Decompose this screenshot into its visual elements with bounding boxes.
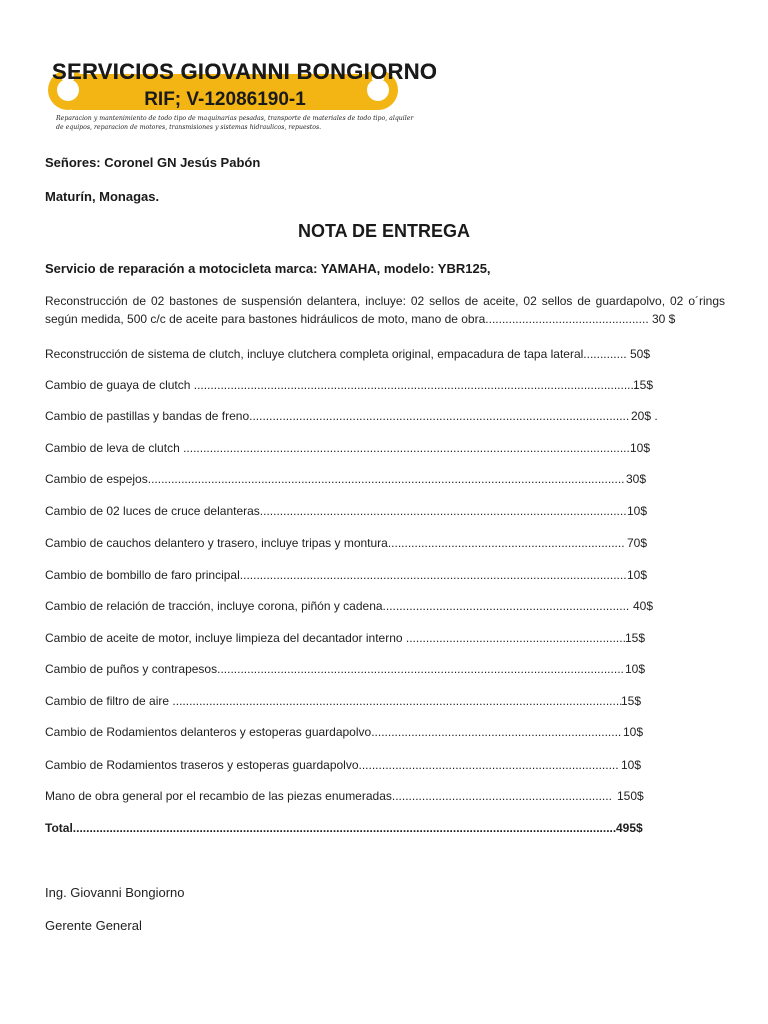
item-description: Mano de obra general por el recambio de las piezas enumeradas [45, 789, 392, 803]
item-description: Cambio de filtro de aire [45, 694, 173, 708]
list-item [45, 692, 725, 710]
item-leader: ................................................. [485, 312, 649, 326]
list-item [45, 534, 725, 552]
service-subtitle: Servicio de reparación a motocicleta marca: YAMAHA, modelo: YBR125, [45, 261, 491, 276]
item-description: Cambio de espejos [45, 472, 148, 486]
item-description: Cambio de Rodamientos traseros y estoperas guardapolvo [45, 758, 359, 772]
item-leader: .................................................................................................................. [249, 409, 630, 423]
item-leader: ....................................................................................................................................... [183, 441, 634, 455]
item-description: Reconstrucción de sistema de clutch, incluye clutchera completa original, empacadura de tapa lateral [45, 347, 584, 361]
item-leader: ....................................................................................................................................... [172, 694, 623, 708]
item-price: 20$ . [631, 409, 658, 423]
list-item [45, 660, 725, 678]
list-item [45, 407, 725, 425]
item-description: Cambio de leva de clutch [45, 441, 184, 455]
list-item [45, 566, 725, 584]
item-price: 150$ [617, 789, 644, 803]
list-item [45, 597, 725, 615]
list-item [45, 376, 725, 394]
total-label: Total [45, 821, 73, 835]
item-description: Cambio de cauchos delantero y trasero, incluye tripas y montura [45, 536, 388, 550]
item-price: 10$ [630, 441, 651, 455]
item-price: 10$ [625, 662, 646, 676]
item-description: Cambio de bombillo de faro principal [45, 568, 240, 582]
signatory-role: Gerente General [45, 918, 142, 933]
item-price: 10$ [627, 504, 648, 518]
item-price: 10$ [623, 725, 644, 739]
logo-company-name: SERVICIOS GIOVANNI BONGIORNO [52, 59, 438, 84]
item-price: 40$ [633, 599, 654, 613]
item-leader: .......................................................................... [382, 599, 630, 613]
item-price: 15$ [621, 694, 642, 708]
recipient-location: Maturín, Monagas. [45, 189, 160, 204]
item-leader: .............................................................................. [358, 758, 619, 772]
item-price: 30$ [626, 472, 647, 486]
item-leader: ............................................................................................................................................... [147, 472, 625, 486]
item-leader: ............. [583, 347, 627, 361]
item-description: Reconstrucción de 02 bastones de suspensión delantera, incluye: 02 sellos de aceite, 02 sellos de guardapolvo, 02 o´rings según medida, 500 c/c de aceite para bastones hidráulicos de moto, mano de obra [45, 294, 725, 326]
list-item [45, 292, 725, 328]
item-price: 30 $ [652, 312, 676, 326]
document-title: NOTA DE ENTREGA [297, 221, 470, 241]
logo-description-line: Reparacion y mantenimiento de todo tipo de maquinarias pesadas, transporte de materiales de todo tipo, alquiler [56, 115, 414, 122]
list-item [45, 439, 725, 457]
list-item [45, 470, 725, 488]
list-item [45, 756, 725, 774]
logo-description-line: de equipos, reparacion de motores, transmisiones y sistemas hidraulicos, repuestos. [56, 124, 322, 131]
list-item [45, 723, 725, 741]
item-description: Cambio de puños y contrapesos [45, 662, 218, 676]
total-row [45, 819, 725, 837]
item-description: Cambio de relación de tracción, incluye corona, piñón y cadena [45, 599, 383, 613]
item-description: Cambio de aceite de motor, incluye limpieza del decantador interno [45, 631, 406, 645]
item-leader: .................................................................. [391, 789, 612, 803]
item-leader: ................................................................................................................................................................... [72, 821, 617, 835]
item-description: Cambio de Rodamientos delanteros y estoperas guardapolvo [45, 725, 372, 739]
item-leader: .................................................................. [405, 631, 626, 645]
company-logo [48, 52, 438, 142]
list-item [45, 345, 725, 363]
logo-rif: RIF; V-12086190-1 [144, 89, 306, 110]
item-price: 70$ [627, 536, 648, 550]
list-item [45, 502, 725, 520]
item-leader: ........................................................................... [371, 725, 622, 739]
item-leader: ....................................................................... [387, 536, 625, 550]
item-leader: .................................................................................................................... [239, 568, 627, 582]
item-price: 50$ [630, 347, 651, 361]
item-price: 15$ [625, 631, 646, 645]
item-description: Cambio de 02 luces de cruce delanteras [45, 504, 260, 518]
item-price: 15$ [633, 378, 654, 392]
total-price: 495$ [616, 821, 643, 835]
item-price: 10$ [627, 568, 648, 582]
item-price: 10$ [621, 758, 642, 772]
item-leader: ..................................................................................................................................... [193, 378, 638, 392]
item-description: Cambio de guaya de clutch [45, 378, 194, 392]
item-description: Cambio de pastillas y bandas de freno [45, 409, 250, 423]
list-item [45, 629, 725, 647]
item-leader: .......................................................................................................................... [217, 662, 624, 676]
signatory-name: Ing. Giovanni Bongiorno [45, 885, 185, 900]
recipient-name: Señores: Coronel GN Jesús Pabón [45, 155, 261, 170]
item-leader: .............................................................................................................. [259, 504, 627, 518]
list-item [45, 787, 725, 805]
logo-description [56, 114, 414, 132]
